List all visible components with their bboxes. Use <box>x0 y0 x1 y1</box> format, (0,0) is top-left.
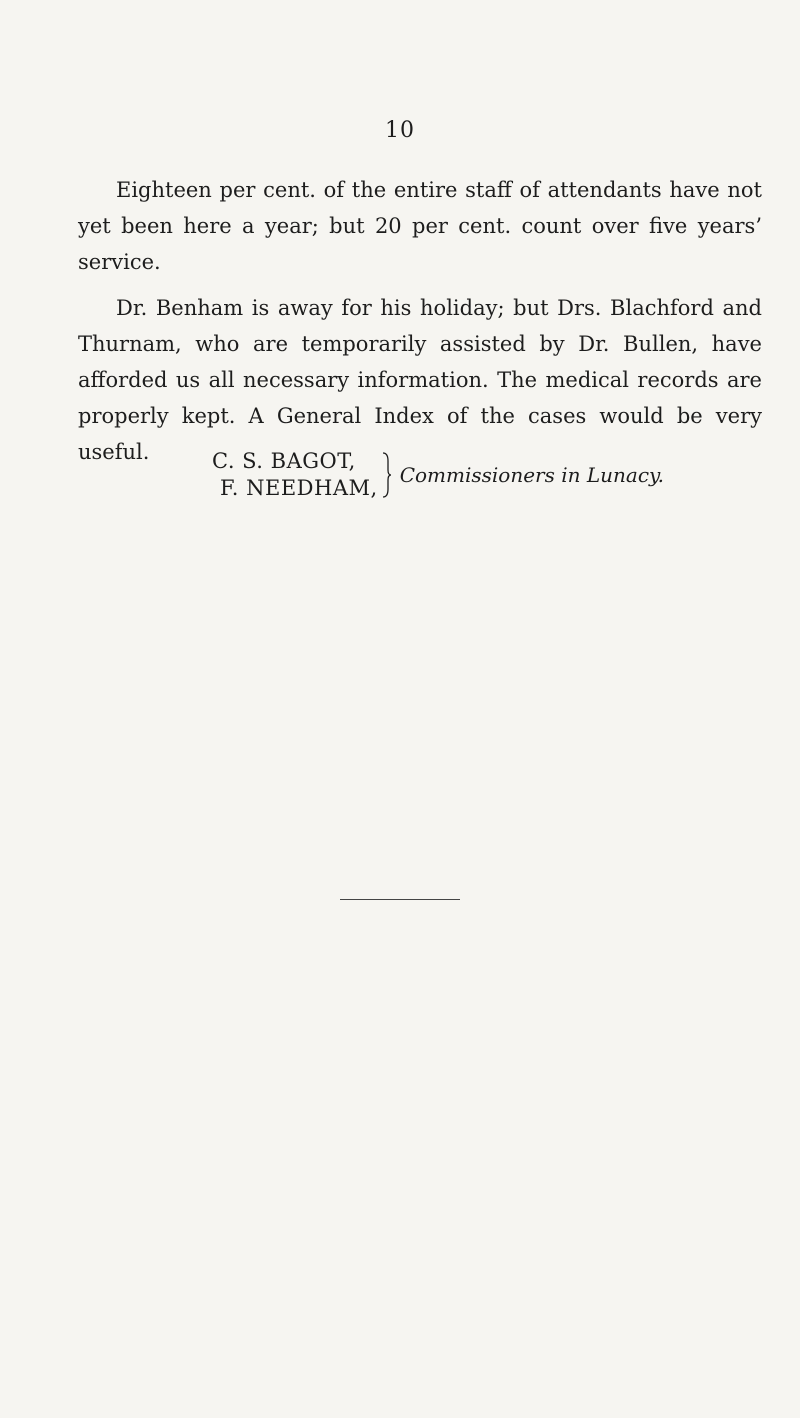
signatory-needham: F. NEEDHAM, <box>220 476 378 500</box>
horizontal-rule <box>340 899 460 900</box>
signatory-bagot: C. S. BAGOT, <box>212 449 356 473</box>
page-number: 10 <box>385 118 415 143</box>
right-brace-icon <box>382 451 392 499</box>
paragraph-attendants: Eighteen per cent. of the entire staff of attendants have not yet been here a year; but 20 per cent. count over five years’ service. <box>78 178 762 274</box>
signatory-names <box>212 448 378 502</box>
signature-block <box>212 448 664 502</box>
signatory-title: Commissioners in Lunacy. <box>399 463 665 487</box>
paragraph-medical-records: Dr. Benham is away for his holiday; but Drs. Blachford and Thurnam, who are temporarily assisted by Dr. Bullen, have afforded us all necessary information. The medical records are properly kept. A General Index of the cases would be very useful. <box>78 296 762 464</box>
body-text <box>78 172 762 470</box>
